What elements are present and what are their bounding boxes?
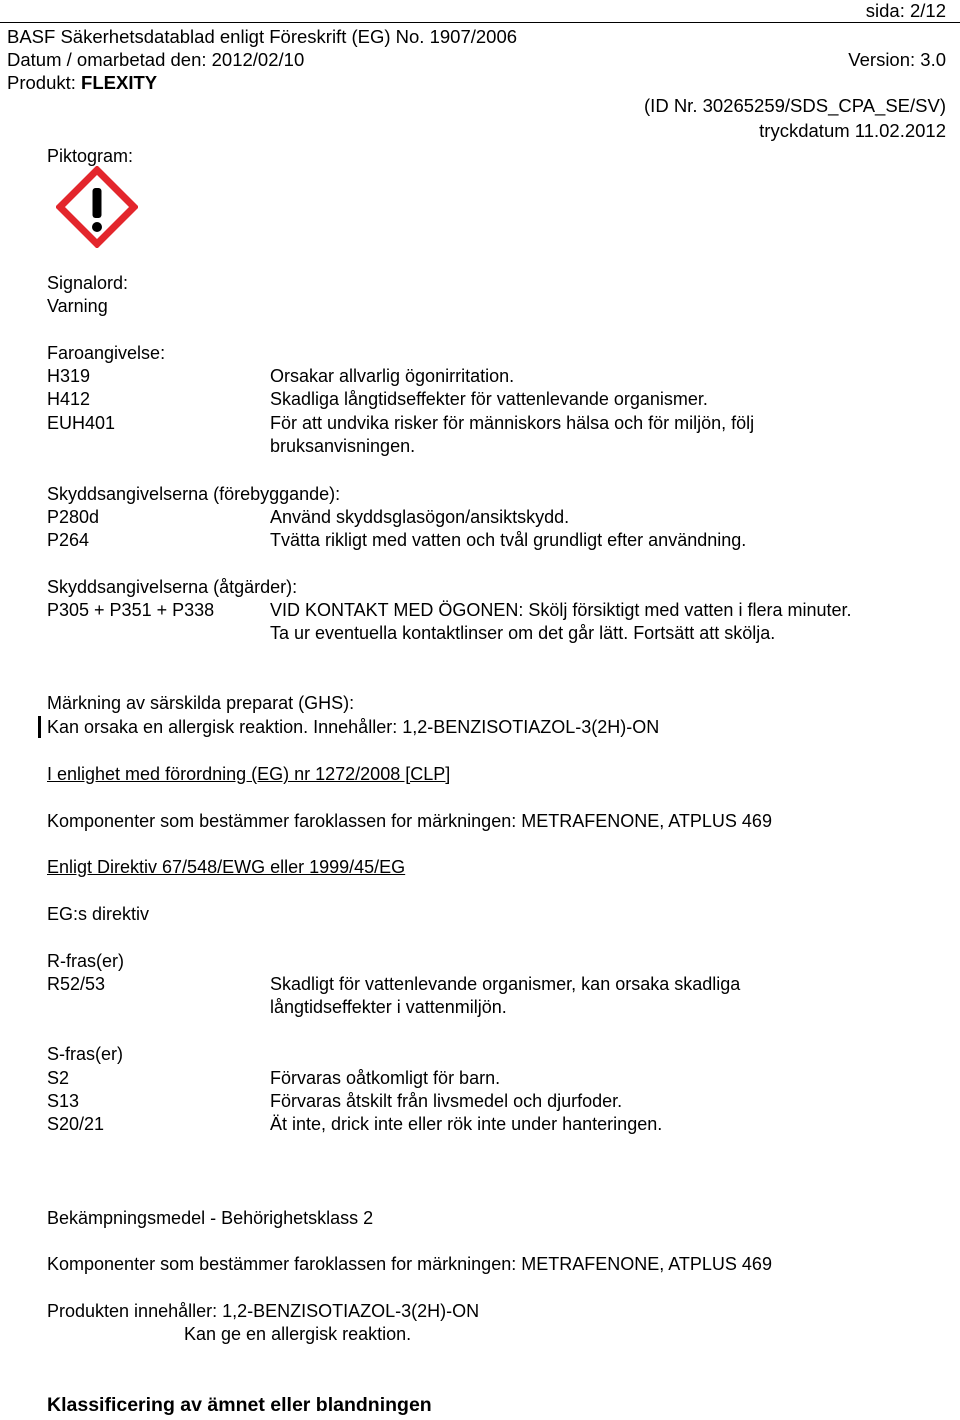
- s-phrase-code: S20/21: [47, 1114, 105, 1134]
- signal-word-label: Signalord:: [47, 273, 129, 293]
- directive-heading: Enligt Direktiv 67/548/EWG eller 1999/45/EG: [47, 857, 406, 877]
- pictogram-label: Piktogram:: [47, 146, 134, 166]
- prevention-text: Använd skyddsglasögon/ansiktskydd.: [270, 507, 570, 527]
- product-line: [7, 72, 157, 94]
- eg-directive-label: EG:s direktiv: [47, 904, 150, 924]
- special-text: Kan orsaka en allergisk reaktion. Innehåller: 1,2-BENZISOTIAZOL-3(2H)-ON: [47, 717, 660, 737]
- header-rule: [0, 22, 960, 23]
- contains-note: Kan ge en allergisk reaktion.: [184, 1324, 412, 1344]
- version: Version: 3.0: [848, 49, 946, 70]
- response-code: P305 + P351 + P338: [47, 600, 215, 620]
- change-bar: [38, 716, 41, 738]
- prevention-code: P264: [47, 530, 90, 550]
- s-phrase-code: S2: [47, 1068, 70, 1088]
- print-date: tryckdatum 11.02.2012: [759, 120, 946, 141]
- hazard-code: EUH401: [47, 413, 116, 433]
- ghs07-exclamation-mark-icon: [56, 166, 138, 248]
- s-phrase-code: S13: [47, 1091, 80, 1111]
- components-text: Komponenter som bestämmer faroklassen for märkningen: METRAFENONE, ATPLUS 469: [47, 811, 772, 831]
- response-text: VID KONTAKT MED ÖGONEN: Skölj försiktigt med vatten i flera minuter.: [270, 600, 852, 620]
- response-label: Skyddsangivelserna (åtgärder):: [47, 577, 298, 597]
- document-title: BASF Säkerhetsdatablad enligt Föreskrift (EG) No. 1907/2006: [7, 26, 518, 47]
- pesticide-class: Bekämpningsmedel - Behörighetsklass 2: [47, 1208, 374, 1228]
- response-text: Ta ur eventuella kontaktlinser om det går lätt. Fortsätt att skölja.: [270, 623, 776, 643]
- clp-heading: I enlighet med förordning (EG) nr 1272/2008 [CLP]: [47, 764, 451, 784]
- hazard-text: För att undvika risker för människors hälsa och för miljön, följ: [270, 413, 755, 433]
- prevention-code: P280d: [47, 507, 100, 527]
- prevention-label: Skyddsangivelserna (förebyggande):: [47, 484, 341, 504]
- hazard-code: H319: [47, 366, 91, 386]
- r-phrases-label: R-fras(er): [47, 951, 124, 971]
- hazard-text: Orsakar allvarlig ögonirritation.: [270, 366, 515, 386]
- page-number: sida: 2/12: [865, 0, 946, 21]
- hazard-code: H412: [47, 389, 91, 409]
- r-phrase-text: långtidseffekter i vattenmiljön.: [270, 997, 507, 1017]
- s-phrases-label: S-fras(er): [47, 1044, 123, 1064]
- section-heading: Klassificering av ämnet eller blandningen: [47, 1394, 432, 1416]
- hazard-text: Skadliga långtidseffekter för vattenlevande organismer.: [270, 389, 708, 409]
- r-phrase-text: Skadligt för vattenlevande organismer, kan orsaka skadliga: [270, 974, 741, 994]
- s-phrase-text: Förvaras åtskilt från livsmedel och djurfoder.: [270, 1091, 623, 1111]
- components-text: Komponenter som bestämmer faroklassen for märkningen: METRAFENONE, ATPLUS 469: [47, 1254, 772, 1274]
- s-phrase-text: Förvaras oåtkomligt för barn.: [270, 1068, 501, 1088]
- document-id: (ID Nr. 30265259/SDS_CPA_SE/SV): [644, 95, 946, 116]
- hazard-text: bruksanvisningen.: [270, 436, 416, 456]
- special-label: Märkning av särskilda preparat (GHS):: [47, 693, 355, 713]
- hazard-label: Faroangivelse:: [47, 343, 166, 363]
- revision-date: Datum / omarbetad den: 2012/02/10: [7, 49, 305, 70]
- product-name: FLEXITY: [81, 72, 158, 93]
- prevention-text: Tvätta rikligt med vatten och tvål grundligt efter användning.: [270, 530, 747, 550]
- signal-word-value: Varning: [47, 296, 108, 316]
- s-phrase-text: Ät inte, drick inte eller rök inte under hanteringen.: [270, 1114, 663, 1134]
- product-label: Produkt:: [7, 72, 82, 93]
- contains-text: Produkten innehåller: 1,2-BENZISOTIAZOL-3(2H)-ON: [47, 1301, 480, 1321]
- r-phrase-code: R52/53: [47, 974, 106, 994]
